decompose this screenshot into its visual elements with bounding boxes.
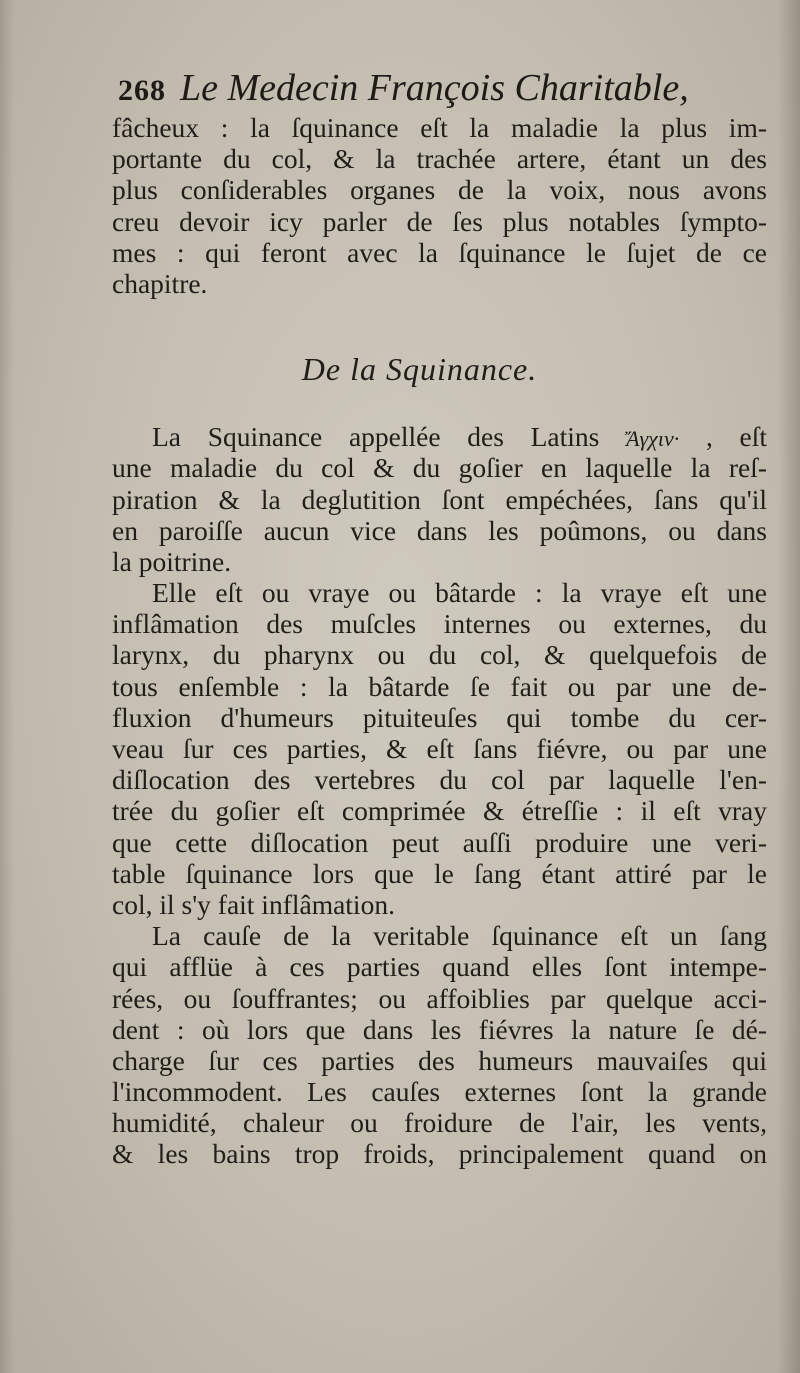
greek-word: Ἄγχιν· [626,426,680,452]
text-line: inflâmation des muſcles internes ou externes, du [112,608,767,640]
text-line: en paroiſſe aucun vice dans les poûmons, ou dans [112,514,767,546]
text-line: que cette diſlocation peut auſſi produire une veri- [112,826,767,858]
text-line: veau ſur ces parties, & eſt ſans fiévre, ou par une [112,733,767,764]
text-line: humidité, chaleur ou froidure de l'air, les vents, [112,1107,767,1139]
text-line: fluxion d'humeurs pituiteuſes qui tombe du cer- [112,701,767,733]
page-edge-shadow-right [778,0,800,1373]
running-head [118,66,738,114]
text-line: dent : où lors que dans les fiévres la nature ſe dé- [112,1013,767,1045]
text-line: & les bains trop froids, principalement quand on [112,1138,767,1170]
section-heading: De la Squinance. [301,351,538,388]
text-line: portante du col, & la trachée artere, étant un des [112,143,767,175]
text-segment: La Squinance appellée des Latins [152,421,600,453]
text-line: larynx, du pharynx ou du col, & quelquefois de [112,639,767,671]
text-line: diſlocation des vertebres du col par laquelle l'en- [112,764,767,796]
text-line: mes : qui feront avec la ſquinance le ſujet de ce [112,236,767,268]
text-line: col, il s'y fait inflâmation. [112,888,395,920]
text-line [112,421,767,452]
running-title: Le Medecin François Charitable, [180,67,689,109]
text-line: qui afflüe à ces parties quand elles ſont intempe- [112,951,767,983]
page-number: 268 [118,74,166,107]
text-line: piration & la deglutition ſont empéchées, ſans qu'il [112,483,767,515]
text-line: La cauſe de la veritable ſquinance eſt un ſang [152,920,767,952]
text-line: tous enſemble : la bâtarde ſe fait ou par une de- [112,670,767,702]
text-line: chapitre. [112,267,208,299]
text-line: la poitrine. [112,545,232,577]
body-text [112,112,767,1170]
text-line: charge ſur ces parties des humeurs mauvaiſes qui [112,1044,767,1076]
text-line: Elle eſt ou vraye ou bâtarde : la vraye eſt une [152,577,767,609]
text-line: creu devoir icy parler de ſes plus notables ſympto- [112,205,767,237]
text-line: l'incommodent. Les cauſes externes ſont la grande [112,1076,767,1108]
text-line: trée du goſier eſt comprimée & étreſſie : il eſt vray [112,795,767,827]
text-line: une maladie du col & du goſier en laquelle la reſ- [112,452,767,484]
page-edge-shadow-left [0,0,14,1373]
text-line: plus conſiderables organes de la voix, nous avons [112,174,767,206]
text-segment: , eſt [705,421,767,453]
text-line: table ſquinance lors que le ſang étant attiré par le [112,857,767,889]
text-line: fâcheux : la ſquinance eſt la maladie la plus im- [112,112,767,143]
text-line: rées, ou ſouffrantes; ou affoiblies par quelque acci- [112,982,767,1014]
